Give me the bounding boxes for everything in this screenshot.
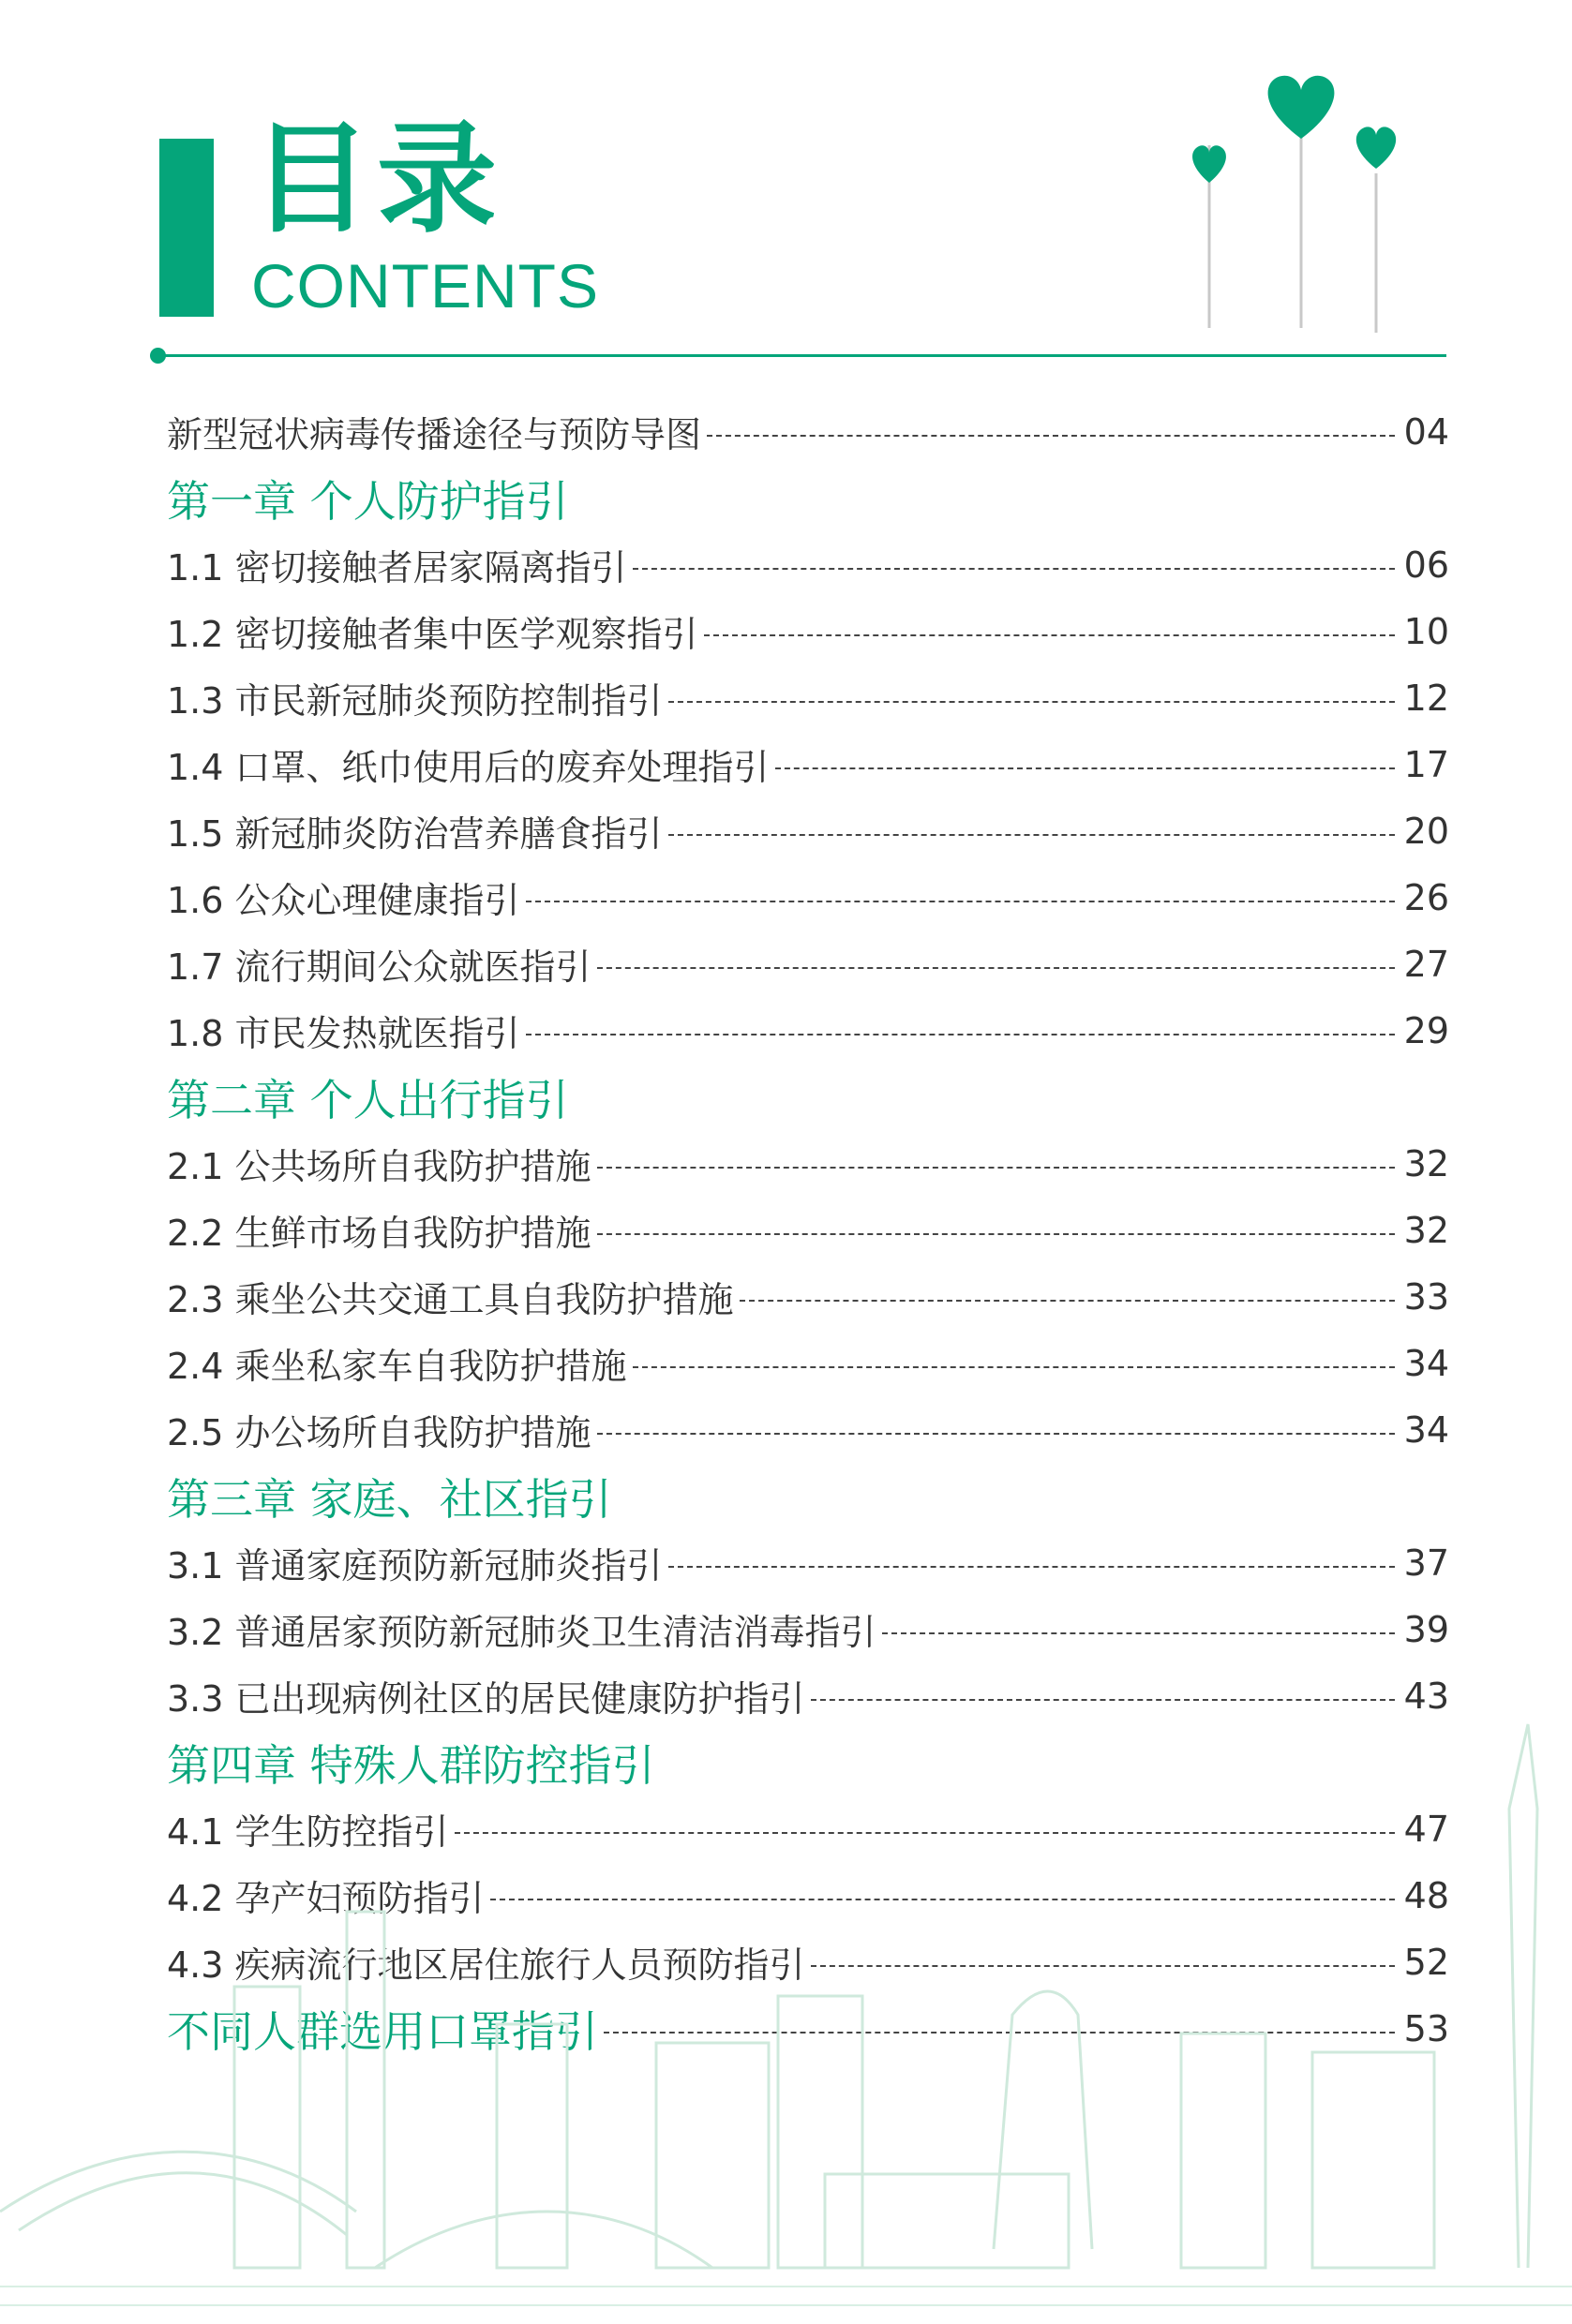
toc-entry[interactable] — [167, 1396, 1449, 1463]
toc-entry-label: 1.2 密切接触者集中医学观察指引 — [167, 614, 698, 655]
toc-leader-dashes — [707, 435, 1395, 437]
toc-leader-dashes — [526, 1034, 1395, 1035]
toc-leader-dashes — [633, 1366, 1395, 1368]
toc-leader-dashes — [704, 634, 1395, 636]
toc-entry-label: 4.3 疾病流行地区居住旅行人员预防指引 — [167, 1944, 805, 1986]
toc-page-number: 26 — [1403, 876, 1449, 918]
toc-leader-dashes — [597, 1233, 1395, 1235]
toc-page-number: 37 — [1403, 1542, 1449, 1584]
toc-entry-label: 1.6 公众心理健康指引 — [167, 880, 520, 921]
toc-leader-dashes — [597, 1167, 1395, 1169]
toc-chapter-heading[interactable] — [167, 1463, 1449, 1529]
toc-leader-dashes — [633, 568, 1395, 570]
toc-entry[interactable] — [167, 531, 1449, 598]
toc-entry-label: 第一章 个人防护指引 — [167, 475, 569, 527]
toc-page-number: 34 — [1403, 1342, 1449, 1384]
toc-entry[interactable] — [167, 864, 1449, 931]
toc-page-number: 06 — [1403, 544, 1449, 586]
toc-entry[interactable] — [167, 598, 1449, 664]
toc-leader-dashes — [775, 767, 1395, 769]
toc-entry[interactable] — [167, 1197, 1449, 1263]
toc-leader-dashes — [526, 901, 1395, 902]
toc-entry-label: 1.4 口罩、纸巾使用后的废弃处理指引 — [167, 747, 770, 788]
toc-entry-label: 2.1 公共场所自我防护措施 — [167, 1146, 591, 1187]
toc-entry-label: 3.1 普通家庭预防新冠肺炎指引 — [167, 1545, 663, 1587]
toc-leader-dashes — [882, 1632, 1395, 1634]
page-title: 目录 — [251, 110, 503, 249]
toc-entry[interactable] — [167, 797, 1449, 864]
heart-icon — [1268, 76, 1335, 139]
toc-entry-label: 1.3 市民新冠肺炎预防控制指引 — [167, 680, 663, 722]
title-accent-bar — [159, 139, 214, 317]
toc-entry[interactable] — [167, 1529, 1449, 1596]
toc-entry-label: 1.1 密切接触者居家隔离指引 — [167, 547, 627, 588]
toc-chapter-heading[interactable] — [167, 465, 1449, 531]
toc-entry-label: 第四章 特殊人群防控指引 — [167, 1739, 655, 1791]
toc-leader-dashes — [597, 1433, 1395, 1435]
toc-page-number: 52 — [1403, 1941, 1449, 1983]
toc-entry[interactable] — [167, 1130, 1449, 1197]
toc-entry-label: 第三章 家庭、社区指引 — [167, 1473, 612, 1525]
toc-entry[interactable] — [167, 398, 1449, 465]
page-subtitle: CONTENTS — [251, 251, 599, 320]
toc-page-number: 47 — [1403, 1808, 1449, 1850]
toc-entry-label: 1.7 流行期间公众就医指引 — [167, 946, 591, 988]
toc-page-number: 04 — [1403, 410, 1449, 453]
toc-leader-dashes — [668, 701, 1395, 703]
toc-entry[interactable] — [167, 931, 1449, 997]
toc-page-number: 32 — [1403, 1142, 1449, 1184]
toc-entry-label: 1.8 市民发热就医指引 — [167, 1013, 520, 1054]
toc-page-number: 39 — [1403, 1608, 1449, 1650]
toc-entry[interactable] — [167, 997, 1449, 1064]
toc-leader-dashes — [597, 967, 1395, 969]
toc-page-number: 43 — [1403, 1675, 1449, 1717]
toc-page-number: 29 — [1403, 1009, 1449, 1051]
toc-leader-dashes — [668, 834, 1395, 836]
toc-page-number: 17 — [1403, 743, 1449, 785]
toc-entry-label: 2.5 办公场所自我防护措施 — [167, 1412, 591, 1453]
toc-entry[interactable] — [167, 1263, 1449, 1330]
toc-entry-label: 不同人群选用口罩指引 — [167, 2005, 598, 2057]
city-skyline-illustration — [0, 1687, 1572, 2324]
toc-entry[interactable] — [167, 731, 1449, 797]
toc-chapter-heading[interactable] — [167, 1064, 1449, 1130]
toc-leader-dashes — [668, 1566, 1395, 1568]
toc-entry[interactable] — [167, 1330, 1449, 1396]
toc-entry-label: 3.3 已出现病例社区的居民健康防护指引 — [167, 1678, 805, 1720]
toc-entry-label: 1.5 新冠肺炎防治营养膳食指引 — [167, 813, 663, 855]
toc-page-number: 48 — [1403, 1874, 1449, 1916]
toc-page-number: 10 — [1403, 610, 1449, 652]
toc-entry-label: 3.2 普通居家预防新冠肺炎卫生清洁消毒指引 — [167, 1612, 876, 1653]
toc-entry-label: 新型冠状病毒传播途径与预防导图 — [167, 414, 702, 455]
heart-icon — [1356, 127, 1396, 169]
toc-entry-label: 第二章 个人出行指引 — [167, 1074, 569, 1125]
toc-entry-label: 4.2 孕产妇预防指引 — [167, 1878, 485, 1919]
heart-balloons-decoration — [1134, 56, 1444, 347]
toc-page-number: 32 — [1403, 1209, 1449, 1251]
toc-page-number: 34 — [1403, 1408, 1449, 1451]
toc-entry-label: 2.2 生鲜市场自我防护措施 — [167, 1213, 591, 1254]
title-divider-line — [157, 354, 1446, 357]
toc-entry-label: 2.4 乘坐私家车自我防护措施 — [167, 1346, 627, 1387]
toc-page-number: 53 — [1403, 2007, 1449, 2049]
toc-leader-dashes — [740, 1300, 1395, 1302]
toc-entry[interactable] — [167, 1596, 1449, 1662]
title-divider-dot — [150, 348, 166, 364]
toc-page-number: 12 — [1403, 677, 1449, 719]
toc-page-number: 20 — [1403, 810, 1449, 852]
toc-page-number: 27 — [1403, 943, 1449, 985]
toc-entry-label: 4.1 学生防控指引 — [167, 1811, 449, 1853]
toc-entry[interactable] — [167, 664, 1449, 731]
toc-entry-label: 2.3 乘坐公共交通工具自我防护措施 — [167, 1279, 734, 1320]
toc-page-number: 33 — [1403, 1275, 1449, 1318]
